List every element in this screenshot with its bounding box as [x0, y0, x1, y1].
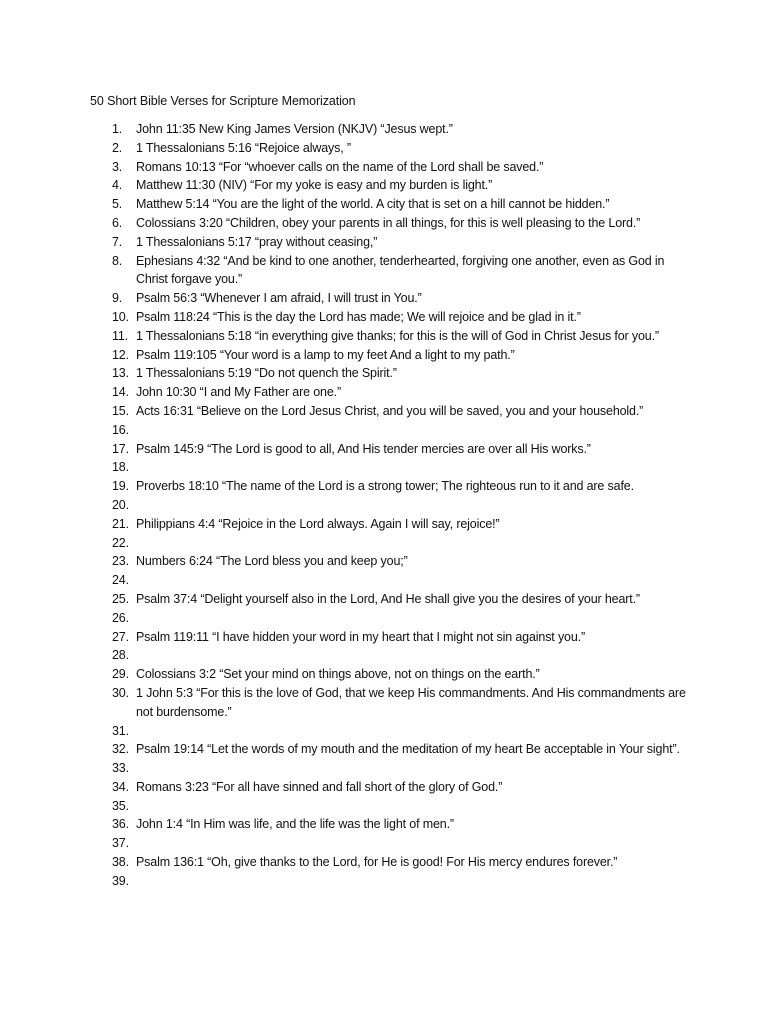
verse-text: Psalm 37:4 “Delight yourself also in the Lord, And He shall give you the desires of your heart.”: [136, 591, 640, 606]
verse-item: [90, 252, 690, 290]
verse-item: [90, 759, 690, 778]
verse-item: [90, 176, 690, 195]
verse-number: 34.: [112, 779, 129, 794]
verse-item: [90, 552, 690, 571]
verse-text: Psalm 119:105 “Your word is a lamp to my feet And a light to my path.”: [136, 347, 515, 362]
verse-item: [90, 364, 690, 383]
verse-number: 17.: [112, 441, 129, 456]
verse-text: Romans 3:23 “For all have sinned and fall short of the glory of God.”: [136, 779, 503, 794]
verse-number: 29.: [112, 667, 129, 682]
verse-text: Colossians 3:2 “Set your mind on things above, not on things on the earth.”: [136, 667, 540, 682]
verse-text: John 10:30 “I and My Father are one.”: [136, 385, 341, 400]
verse-text: 1 Thessalonians 5:18 “in everything give thanks; for this is the will of God in Christ Jesus for you.”: [136, 328, 659, 343]
verse-number: 25.: [112, 591, 129, 606]
verse-item: [90, 534, 690, 553]
verse-item: [90, 628, 690, 647]
verse-item: [90, 477, 690, 496]
verse-number: 13.: [112, 366, 129, 381]
verse-number: 37.: [112, 836, 129, 851]
verse-number: 39.: [112, 873, 129, 888]
verse-item: [90, 289, 690, 308]
verse-item: [90, 665, 690, 684]
verse-item: [90, 214, 690, 233]
verse-number: 27.: [112, 629, 129, 644]
verse-item: [90, 195, 690, 214]
verse-text: [136, 722, 690, 741]
verse-number: 21.: [112, 516, 129, 531]
verse-number: 12.: [112, 347, 129, 362]
verse-text: [136, 872, 690, 891]
verse-item: [90, 120, 690, 139]
verse-text: Ephesians 4:32 “And be kind to one another, tenderhearted, forgiving one another, even as God in Christ forgave you.”: [136, 253, 665, 287]
verse-item: [90, 740, 690, 759]
verse-number: 19.: [112, 479, 129, 494]
verse-number: 18.: [112, 460, 129, 475]
verse-number: 26.: [112, 610, 129, 625]
verse-item: [90, 515, 690, 534]
verse-item: [90, 421, 690, 440]
verse-text: [136, 571, 690, 590]
verse-text: Philippians 4:4 “Rejoice in the Lord always. Again I will say, rejoice!”: [136, 516, 500, 531]
verse-number: 20.: [112, 497, 129, 512]
verse-text: 1 Thessalonians 5:19 “Do not quench the Spirit.”: [136, 366, 397, 381]
verse-text: [136, 797, 690, 816]
verse-text: Psalm 119:11 “I have hidden your word in my heart that I might not sin against you.”: [136, 629, 585, 644]
verse-item: [90, 158, 690, 177]
verse-number: 9.: [112, 291, 123, 306]
verse-text: [136, 646, 690, 665]
verse-item: [90, 496, 690, 515]
verse-text: John 11:35 New King James Version (NKJV) “Jesus wept.”: [136, 122, 453, 136]
verse-text: Psalm 145:9 “The Lord is good to all, And His tender mercies are over all His works.”: [136, 441, 591, 456]
verse-item: [90, 383, 690, 402]
document-title: 50 Short Bible Verses for Scripture Memorization: [90, 94, 356, 108]
verse-item: [90, 815, 690, 834]
verse-text: [136, 834, 690, 853]
verse-number: 10.: [112, 309, 129, 324]
verse-item: [90, 590, 690, 609]
verse-item: [90, 346, 690, 365]
verse-item: [90, 609, 690, 628]
verse-number: 1.: [112, 122, 123, 136]
verse-number: 5.: [112, 197, 123, 212]
verse-item: [90, 571, 690, 590]
verse-number: 30.: [112, 685, 129, 700]
verse-item: [90, 853, 690, 872]
verse-number: 35.: [112, 798, 129, 813]
verse-number: 15.: [112, 403, 129, 418]
verse-item: [90, 327, 690, 346]
verse-text: [136, 421, 690, 440]
verse-item: [90, 684, 690, 722]
verse-text: Matthew 11:30 (NIV) “For my yoke is easy and my burden is light.”: [136, 178, 493, 193]
verse-item: [90, 872, 690, 891]
verse-item: [90, 797, 690, 816]
verse-text: Psalm 136:1 “Oh, give thanks to the Lord, for He is good! For His mercy endures forever.”: [136, 855, 618, 870]
verse-number: 4.: [112, 178, 123, 193]
verse-item: [90, 402, 690, 421]
verse-number: 24.: [112, 573, 129, 588]
verse-number: 36.: [112, 817, 129, 832]
verse-text: 1 John 5:3 “For this is the love of God, that we keep His commandments. And His commandments are not burdensome.”: [136, 685, 686, 719]
verse-number: 31.: [112, 723, 129, 738]
verse-item: [90, 139, 690, 158]
verse-text: Psalm 118:24 “This is the day the Lord has made; We will rejoice and be glad in it.”: [136, 309, 581, 324]
verse-item: [90, 308, 690, 327]
verse-item: [90, 722, 690, 741]
verse-item: [90, 458, 690, 477]
verse-number: 7.: [112, 234, 123, 249]
verse-text: Acts 16:31 “Believe on the Lord Jesus Christ, and you will be saved, you and your household.”: [136, 403, 644, 418]
verse-number: 23.: [112, 554, 129, 569]
verse-text: Psalm 56:3 “Whenever I am afraid, I will trust in You.”: [136, 291, 422, 306]
verse-text: John 1:4 “In Him was life, and the life was the light of men.”: [136, 817, 454, 832]
verse-text: Romans 10:13 “For “whoever calls on the name of the Lord shall be saved.”: [136, 159, 544, 174]
verse-text: [136, 534, 690, 553]
verse-number: 14.: [112, 385, 129, 400]
verse-text: [136, 609, 690, 628]
verse-text: [136, 458, 690, 477]
verse-item: [90, 440, 690, 459]
verse-text: [136, 759, 690, 778]
verse-number: 2.: [112, 140, 123, 155]
verse-text: [136, 496, 690, 515]
verse-item: [90, 834, 690, 853]
verse-item: [90, 778, 690, 797]
verse-number: 16.: [112, 422, 129, 437]
verse-list: [90, 120, 690, 891]
verse-text: Matthew 5:14 “You are the light of the world. A city that is set on a hill cannot be hidden.”: [136, 197, 610, 212]
verse-item: [90, 646, 690, 665]
verse-number: 22.: [112, 535, 129, 550]
verse-text: Colossians 3:20 “Children, obey your parents in all things, for this is well pleasing to the Lord.”: [136, 215, 641, 230]
verse-number: 6.: [112, 215, 123, 230]
verse-text: Psalm 19:14 “Let the words of my mouth and the meditation of my heart Be acceptable in Your sight”.: [136, 742, 680, 757]
verse-number: 32.: [112, 742, 129, 757]
verse-number: 38.: [112, 855, 129, 870]
verse-number: 3.: [112, 159, 123, 174]
verse-text: Proverbs 18:10 “The name of the Lord is a strong tower; The righteous run to it and are safe.: [136, 479, 634, 494]
verse-text: 1 Thessalonians 5:16 “Rejoice always, ”: [136, 140, 351, 155]
verse-item: [90, 233, 690, 252]
verse-number: 8.: [112, 253, 123, 268]
verse-number: 11.: [112, 328, 128, 343]
verse-number: 28.: [112, 648, 129, 663]
verse-number: 33.: [112, 761, 129, 776]
verse-text: Numbers 6:24 “The Lord bless you and keep you;”: [136, 554, 408, 569]
verse-text: 1 Thessalonians 5:17 “pray without ceasing,”: [136, 234, 378, 249]
